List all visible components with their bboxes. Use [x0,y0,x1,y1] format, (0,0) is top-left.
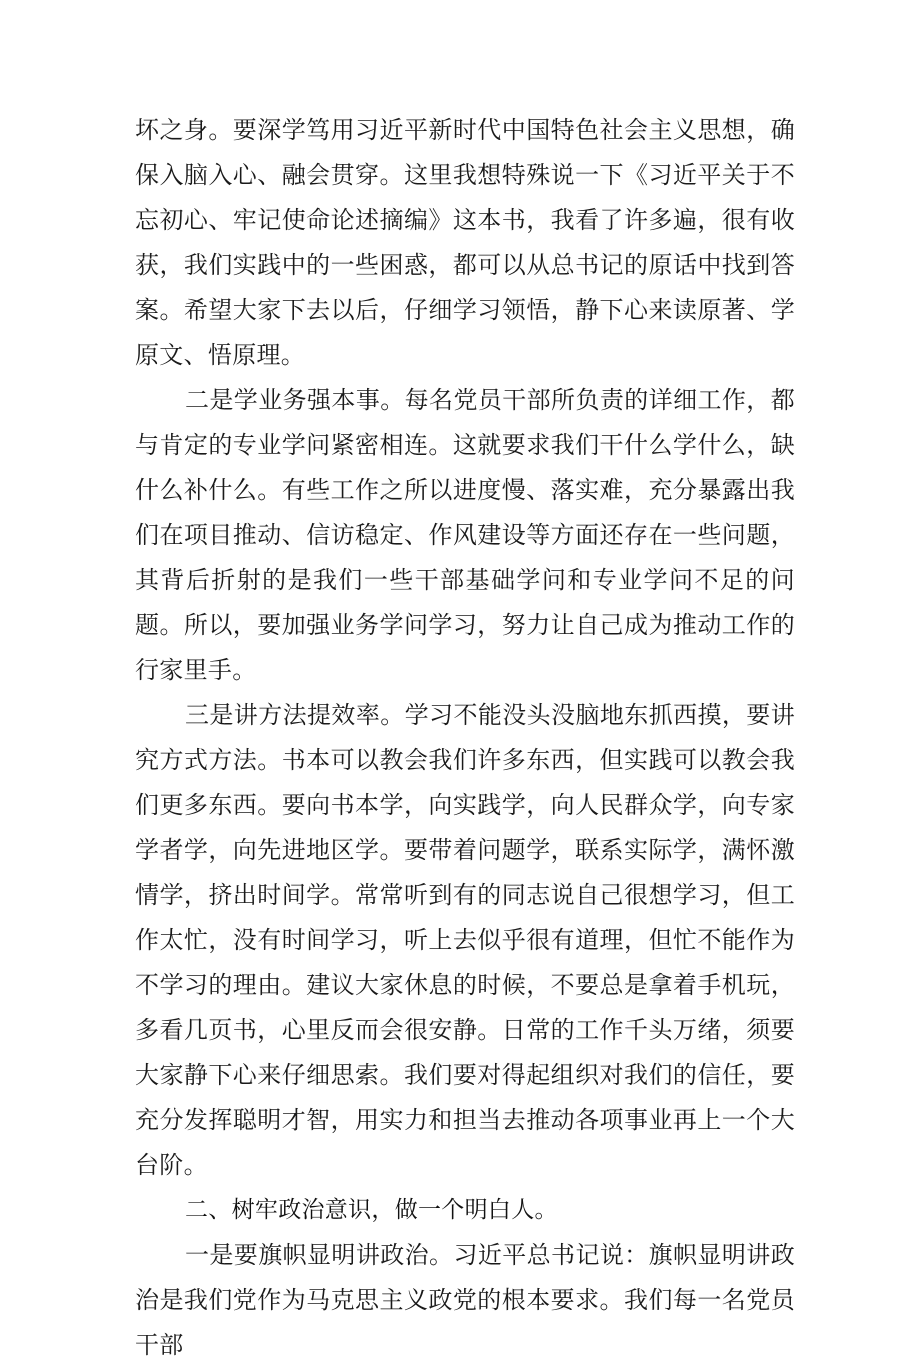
paragraph-political-banner: 一是要旗帜显明讲政治。习近平总书记说：旗帜显明讲政治是我们党作为马克思主义政党的根本要求。我们每一名党员干部 [135,1241,795,1359]
document-body [135,108,795,1368]
paragraph-continuation: 坏之身。要深学笃用习近平新时代中国特色社会主义思想，确保入脑入心、融会贯穿。这里我想特殊说一下《习近平关于不忘初心、牢记使命论述摘编》这本书，我看了许多遍，很有收获，我们实践中的一些困惑，都可以从总书记的原话中找到答案。希望大家下去以后，仔细学习领悟，静下心来读原著、学原文、悟原理。 [135,116,795,369]
paragraph-study-business: 二是学业务强本事。每名党员干部所负责的详细工作，都与肯定的专业学问紧密相连。这就要求我们干什么学什么，缺什么补什么。有些工作之所以进度慢、落实难，充分暴露出我们在项目推动、信访稳定、作风建设等方面还存在一些问题，其背后折射的是我们一些干部基础学问和专业学问不足的问题。所以，要加强业务学问学习，努力让自己成为推动工作的行家里手。 [135,386,795,684]
section-heading-political-awareness: 二、树牢政治意识，做一个明白人。 [185,1197,558,1223]
paragraph-methods-efficiency: 三是讲方法提效率。学习不能没头没脑地东抓西摸，要讲究方式方法。书本可以教会我们许多东西，但实践可以教会我们更多东西。要向书本学，向实践学，向人民群众学，向专家学者学，向先进地区学。要带着问题学，联系实际学，满怀激情学，挤出时间学。常常听到有的同志说自己很想学习，但工作太忙，没有时间学习，听上去似乎很有道理，但忙不能作为不学习的理由。建议大家休息的时候，不要总是拿着手机玩，多看几页书，心里反而会很安静。日常的工作千头万绪，须要大家静下心来仔细思索。我们要对得起组织对我们的信任，要充分发挥聪明才智，用实力和担当去推动各项事业再上一个大台阶。 [135,701,795,1179]
